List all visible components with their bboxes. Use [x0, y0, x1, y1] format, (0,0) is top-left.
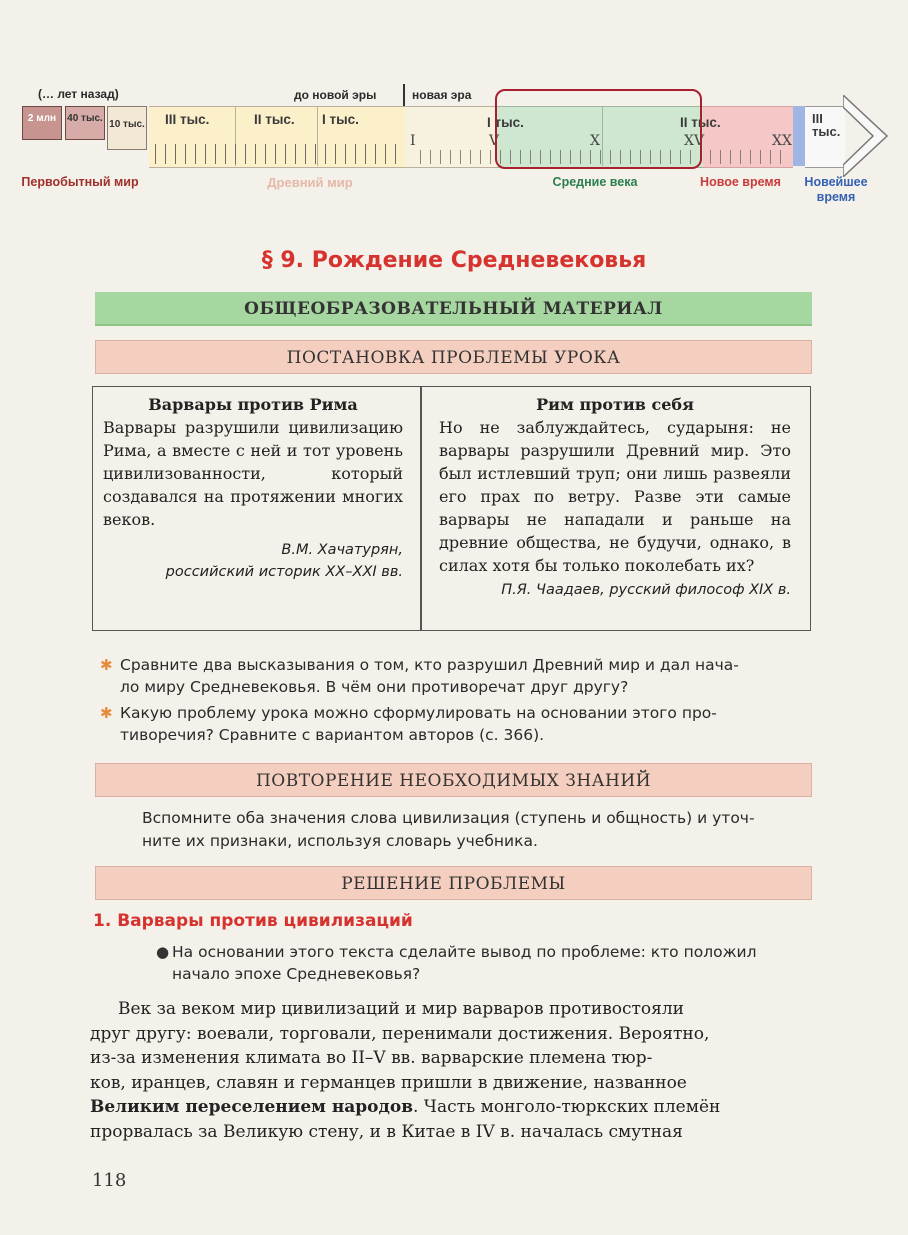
- century-1: I: [410, 133, 416, 149]
- key-term: Великим переселением народов: [90, 1097, 413, 1118]
- contemporary-zone: [793, 106, 805, 166]
- knowledge-review-band: ПОВТОРЕНИЕ НЕОБХОДИМЫХ ЗНАНИЙ: [95, 763, 812, 797]
- question-item: [100, 654, 810, 698]
- quote-right: [439, 393, 791, 601]
- middle-ages-label: Средние века: [552, 175, 638, 189]
- century-10: X: [590, 133, 600, 149]
- millennium-3-bc: III тыс.: [165, 112, 210, 127]
- quote-left-text: Варвары разрушили цивилизацию Рима, а вместе с ней и тот уровень цивилизованности, который создавался на протяжении многих веков.: [103, 418, 403, 529]
- millennium-3-ad: III тыс.: [812, 111, 841, 139]
- main-line: из-за изменения климата во II–V вв. варварские племена тюр-: [90, 1048, 653, 1069]
- review-text: [142, 807, 812, 853]
- ancient-world-label: Древний мир: [267, 175, 353, 190]
- era-divider: [403, 84, 405, 106]
- star-bullet-icon: ✱: [100, 656, 113, 674]
- quote-divider: [420, 387, 422, 630]
- review-line: ните их признаки, используя словарь учебника.: [142, 832, 538, 850]
- main-line: [90, 1095, 812, 1120]
- millennium-2-bc: II тыс.: [254, 112, 295, 127]
- main-line: Век за веком мир цивилизаций и мир варваров противостояли: [118, 999, 685, 1019]
- problem-solving-band: РЕШЕНИЕ ПРОБЛЕМЫ: [95, 866, 812, 900]
- subsection-task: [156, 941, 812, 985]
- quote-right-title: Рим против себя: [536, 395, 694, 414]
- task-line: На основании этого текста сделайте вывод по проблеме: кто положил: [172, 943, 757, 961]
- question-line: ло миру Средневековья. В чём они противоречат друг другу?: [120, 678, 629, 696]
- millennium-1-bc: I тыс.: [322, 112, 359, 127]
- century-15: XV: [684, 133, 705, 149]
- main-line: ков, иранцев, славян и германцев пришли в движение, названное: [90, 1072, 687, 1093]
- quote-left: [103, 393, 403, 583]
- main-paragraph: [90, 997, 812, 1145]
- primitive-world-label: Первобытный мир: [21, 175, 139, 189]
- page-number: 118: [92, 1170, 127, 1191]
- subsection-title: 1. Варвары против цивилизаций: [93, 911, 413, 931]
- star-bullet-icon: ✱: [100, 704, 113, 722]
- century-5: V: [489, 133, 500, 149]
- main-line-rest: . Часть монголо-тюркских племён: [413, 1097, 721, 1118]
- quote-left-title: Варвары против Рима: [148, 395, 358, 414]
- ancient-ticks: [155, 144, 403, 164]
- timeline-arrow-icon: [843, 95, 888, 177]
- problem-statement-band: ПОСТАНОВКА ПРОБЛЕМЫ УРОКА: [95, 340, 812, 374]
- ad-label: новая эра: [412, 88, 472, 102]
- millennium-1-ad: I тыс.: [487, 115, 524, 130]
- quote-right-author: П.Я. Чаадаев, русский философ XIX в.: [501, 582, 791, 598]
- main-line: прорвалась за Великую стену, и в Китае в IV в. началась смутная: [90, 1121, 683, 1142]
- main-line: друг другу: воевали, торговали, перенимали достижения. Вероятно,: [90, 1023, 710, 1044]
- quote-right-text: Но не заблуждайтесь, сударыня: не варвары разрушили Древний мир. Это был истлевший труп; они лишь развеяли его прах по ветру. Разве эти самые варвары не нападали и раньше на древние общества, не будучи, однако, в силах хотя бы только поколебать их?: [439, 418, 791, 575]
- millennium-2-ad: II тыс.: [680, 115, 721, 130]
- question-line: Сравните два высказывания о том, кто разрушил Древний мир и дал нача-: [120, 656, 739, 674]
- general-material-band: ОБЩЕОБРАЗОВАТЕЛЬНЫЙ МАТЕРИАЛ: [95, 292, 812, 326]
- quote-table: [92, 386, 811, 631]
- contemporary-time-label: Новейшее время: [804, 175, 868, 204]
- section-title: § 9. Рождение Средневековья: [261, 248, 647, 273]
- question-line: тиворечия? Сравните с вариантом авторов (с. 366).: [120, 726, 545, 744]
- quote-left-author-name: В.М. Хачатурян,: [281, 542, 403, 558]
- block-10-thousand: 10 тыс.: [107, 106, 147, 150]
- question-item: [100, 702, 810, 746]
- middle-ages-highlight-frame: [495, 89, 705, 169]
- century-20: XX: [772, 133, 792, 149]
- bullet-dot-icon: ●: [156, 943, 170, 961]
- bc-label: до новой эры: [294, 88, 377, 102]
- block-2-million: 2 млн: [22, 106, 62, 140]
- years-ago-label: (… лет назад): [38, 87, 119, 101]
- block-40-thousand: 40 тыс.: [65, 106, 105, 140]
- question-line: Какую проблему урока можно сформулировать на основании этого про-: [120, 704, 717, 722]
- quote-left-author-role: российский историк XX–XXI вв.: [165, 564, 403, 580]
- review-line: Вспомните оба значения слова цивилизация (ступень и общность) и уточ-: [142, 809, 755, 827]
- modern-time-label: Новое время: [700, 175, 781, 189]
- task-line: начало эпохе Средневековья?: [172, 965, 421, 983]
